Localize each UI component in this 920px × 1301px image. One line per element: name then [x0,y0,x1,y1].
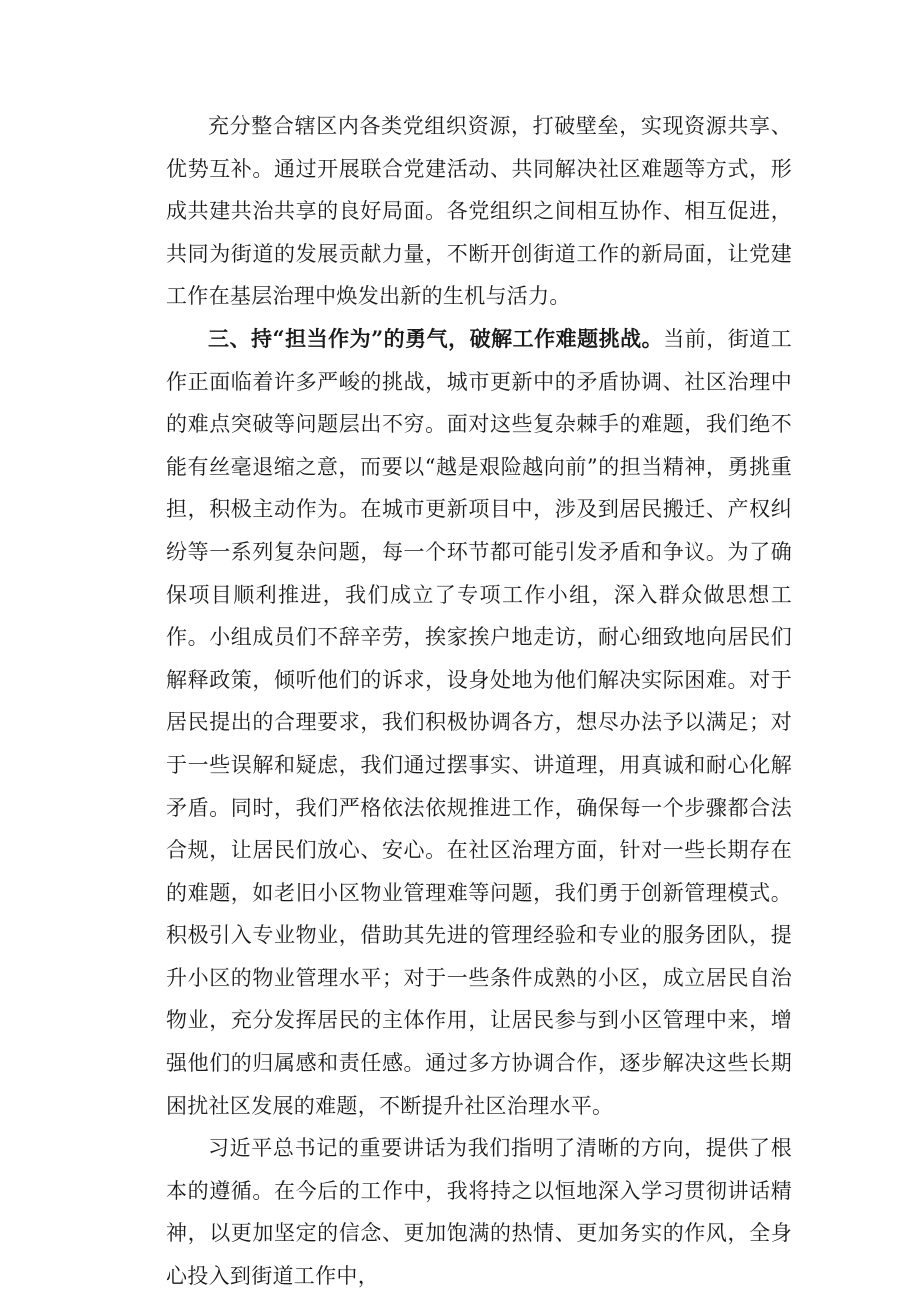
document-body [166,105,792,1298]
section-heading: 三、持“担当作为”的勇气，破解工作难题挑战。 [208,325,664,351]
paragraph-2-text: 当前，街道工作正面临着许多严峻的挑战，城市更新中的矛盾协调、社区治理中的难点突破等问题层出不穷。面对这些复杂棘手的难题，我们绝不能有丝毫退缩之意，而要以“越是艰险越向前”的担当精神，勇挑重担，积极主动作为。在城市更新项目中，涉及到居民搬迁、产权纠纷等一系列复杂问题，每一个环节都可能引发矛盾和争议。为了确保项目顺利推进，我们成立了专项工作小组，深入群众做思想工作。小组成员们不辞辛劳，挨家挨户地走访，耐心细致地向居民们解释政策，倾听他们的诉求，设身处地为他们解决实际困难。对于居民提出的合理要求，我们积极协调各方，想尽办法予以满足；对于一些误解和疑虑，我们通过摆事实、讲道理，用真诚和耐心化解矛盾。同时，我们严格依法依规推进工作，确保每一个步骤都合法合规，让居民们放心、安心。在社区治理方面，针对一些长期存在的难题，如老旧小区物业管理难等问题，我们勇于创新管理模式。积极引入专业物业，借助其先进的管理经验和专业的服务团队，提升小区的物业管理水平；对于一些条件成熟的小区，成立居民自治物业，充分发挥居民的主体作用，让居民参与到小区管理中来，增强他们的归属感和责任感。通过多方协调合作，逐步解决这些长期困扰社区发展的难题，不断提升社区治理水平。 [166,326,792,1118]
paragraph-3-text: 习近平总书记的重要讲话为我们指明了清晰的方向，提供了根本的遵循。在今后的工作中，我将持之以恒地深入学习贯彻讲话精神，以更加坚定的信念、更加饱满的热情、更加务实的作风，全身心投入到街道工作中， [166,1136,792,1289]
paragraph-1-text: 充分整合辖区内各类党组织资源，打破壁垒，实现资源共享、优势互补。通过开展联合党建活动、共同解决社区难题等方式，形成共建共治共享的良好局面。各党组织之间相互协作、相互促进，共同为街道的发展贡献力量，不断开创街道工作的新局面，让党建工作在基层治理中焕发出新的生机与活力。 [166,114,792,309]
paragraph-1 [166,105,792,318]
paragraph-2 [166,318,792,1127]
paragraph-3 [166,1127,792,1297]
